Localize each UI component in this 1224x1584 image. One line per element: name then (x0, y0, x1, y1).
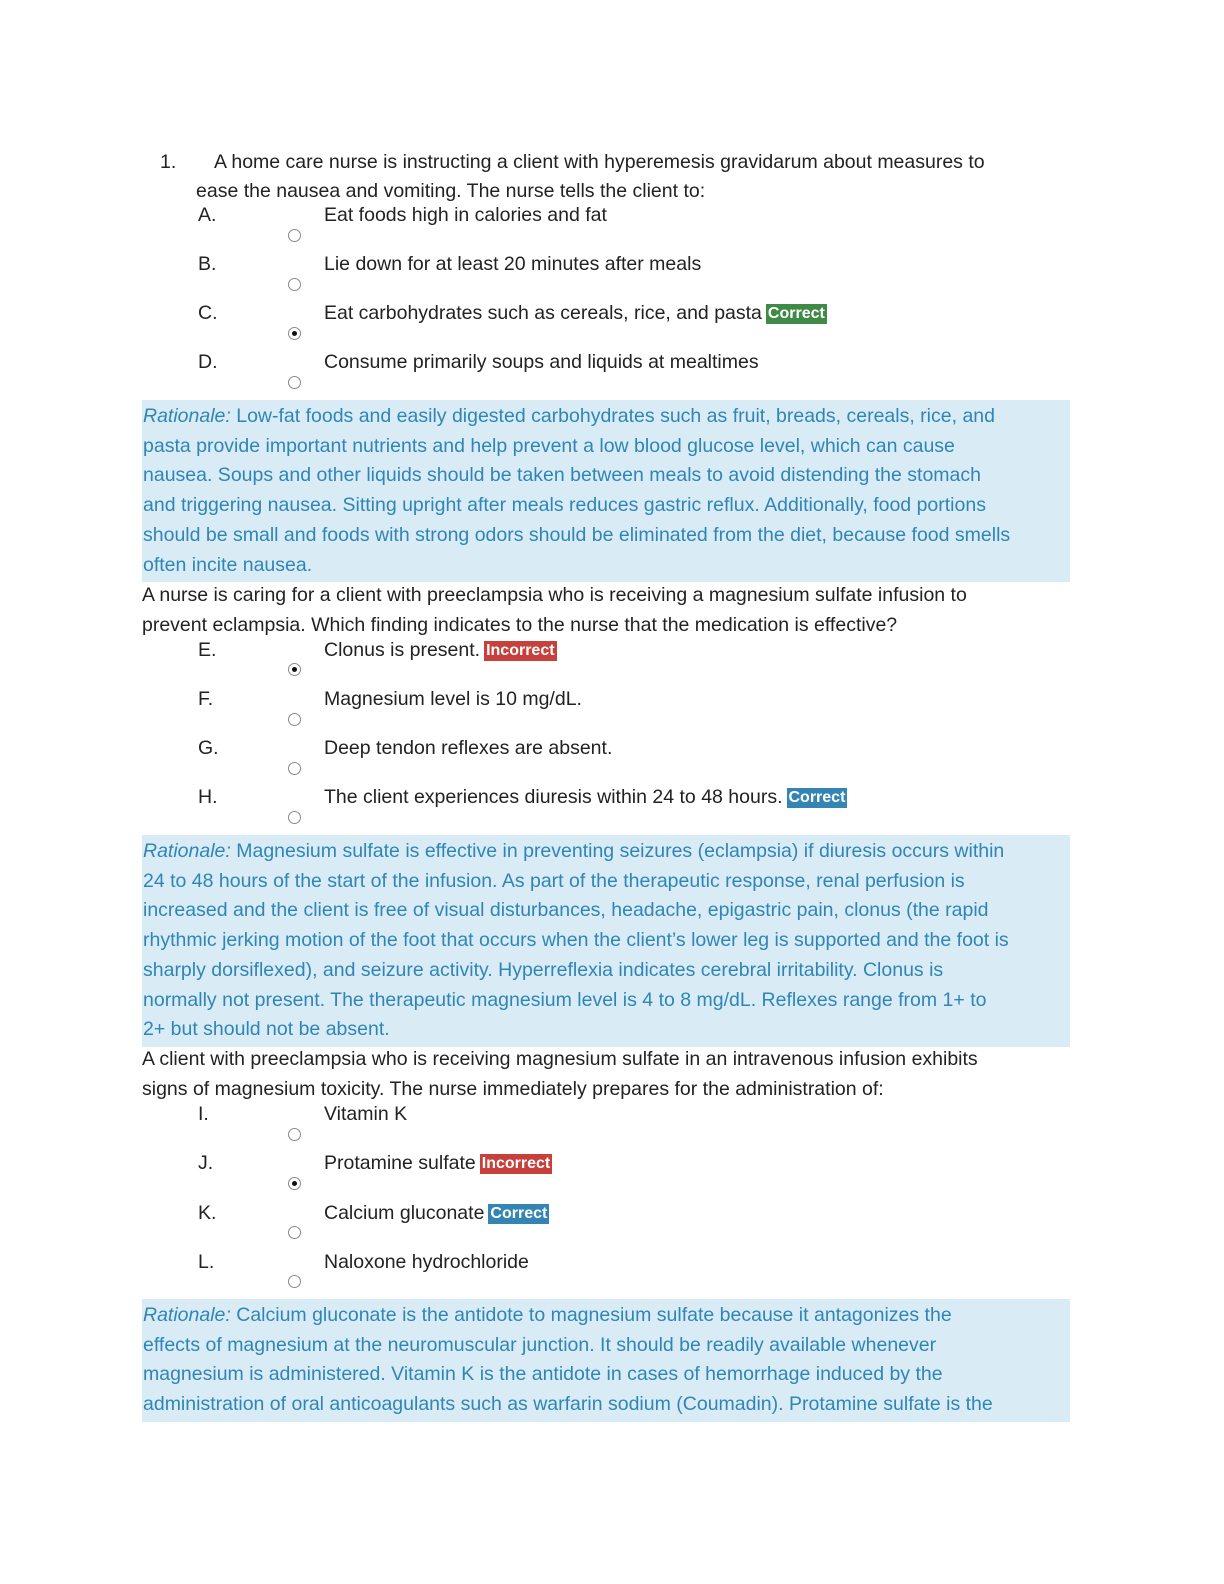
option-text: Consume primarily soups and liquids at mealtimes (324, 351, 759, 373)
option-letter: E. (198, 639, 217, 661)
rationale-line: 24 to 48 hours of the start of the infusion. As part of the therapeutic response, renal perfusion is (143, 869, 965, 892)
option-text-row (324, 1198, 549, 1228)
option-letter: D. (198, 351, 218, 373)
option-text: Magnesium level is 10 mg/dL. (324, 688, 582, 710)
rationale-line: 2+ but should not be absent. (143, 1018, 390, 1041)
rationale-line: magnesium is administered. Vitamin K is the antidote in cases of hemorrhage induced by the (143, 1363, 943, 1386)
option-text: Calcium gluconate (324, 1202, 485, 1224)
question-stem: A home care nurse is instructing a client with hyperemesis gravidarum about measures to (214, 151, 985, 173)
rationale-label: Rationale: (143, 405, 231, 427)
option-text: Deep tendon reflexes are absent. (324, 737, 613, 759)
rationale-label: Rationale: (143, 840, 231, 862)
option-radio[interactable] (288, 278, 301, 291)
option-letter: I. (198, 1103, 209, 1125)
rationale-line: effects of magnesium at the neuromuscular junction. It should be readily available whenever (143, 1333, 937, 1356)
rationale-line: pasta provide important nutrients and help prevent a low blood glucose level, which can cause (143, 434, 955, 457)
rationale-line: administration of oral anticoagulants such as warfarin sodium (Coumadin). Protamine sulfate is the (143, 1393, 993, 1416)
option-radio[interactable] (288, 229, 301, 242)
rationale-line: Rationale: Calcium gluconate is the antidote to magnesium sulfate because it antagonizes the (143, 1304, 952, 1326)
option-text: Eat carbohydrates such as cereals, rice, and pasta (324, 302, 762, 324)
option-letter: F. (198, 688, 214, 710)
option-text: Vitamin K (324, 1103, 408, 1125)
option-text-row (324, 635, 557, 665)
option-text: Protamine sulfate (324, 1152, 476, 1174)
option-letter: K. (198, 1202, 217, 1224)
rationale-line: should be small and foods with strong odors should be eliminated from the diet, because food smells (143, 523, 1011, 546)
rationale-line: increased and the client is free of visual disturbances, headache, epigastric pain, clonus (the rapid (143, 899, 989, 922)
option-text: Naloxone hydrochloride (324, 1251, 529, 1273)
rationale-box (142, 835, 1070, 1047)
option-letter: H. (198, 786, 218, 808)
rationale-line: Rationale: Magnesium sulfate is effective in preventing seizures (eclampsia) if diuresis occurs within (143, 840, 1005, 862)
incorrect-badge: Incorrect (486, 642, 555, 659)
question-stem: signs of magnesium toxicity. The nurse immediately prepares for the administration of: (142, 1078, 884, 1100)
correct-answer-badge: Correct (490, 1205, 548, 1222)
question-stem: prevent eclampsia. Which finding indicates to the nurse that the medication is effective? (142, 614, 898, 636)
rationale-line: Rationale: Low-fat foods and easily digested carbohydrates such as fruit, breads, cereals, rice, and (143, 405, 995, 427)
rationale-line: sharply dorsiflexed), and seizure activity. Hyperreflexia indicates cerebral irritability. Clonus is (143, 958, 944, 981)
option-text-row (324, 1148, 552, 1178)
question-number: 1. (160, 151, 177, 173)
option-text: The client experiences diuresis within 24 to 48 hours. (324, 786, 783, 808)
option-text: Lie down for at least 20 minutes after meals (324, 253, 702, 275)
correct-answer-badge: Correct (788, 789, 846, 806)
option-letter: A. (198, 204, 217, 226)
rationale-box (142, 1299, 1070, 1422)
rationale-line: normally not present. The therapeutic magnesium level is 4 to 8 mg/dL. Reflexes range from 1+ to (143, 988, 987, 1011)
option-letter: L. (198, 1251, 215, 1273)
option-letter: C. (198, 302, 218, 324)
question-stem: ease the nausea and vomiting. The nurse tells the client to: (196, 180, 706, 202)
option-text-row (324, 298, 827, 328)
option-radio-selected[interactable] (288, 327, 301, 340)
option-letter: J. (198, 1152, 214, 1174)
option-radio[interactable] (288, 376, 301, 389)
option-radio[interactable] (288, 811, 301, 824)
incorrect-badge: Incorrect (481, 1155, 551, 1172)
option-letter: G. (198, 737, 219, 759)
option-text: Eat foods high in calories and fat (324, 204, 607, 226)
rationale-line: nausea. Soups and other liquids should be taken between meals to avoid distending the stomach (143, 464, 981, 487)
option-radio[interactable] (288, 1128, 301, 1141)
rationale-label: Rationale: (143, 1304, 231, 1326)
correct-badge: Correct (767, 305, 825, 322)
option-radio[interactable] (288, 1226, 301, 1239)
option-radio-selected[interactable] (288, 1177, 301, 1190)
option-radio-selected[interactable] (288, 663, 301, 676)
question-stem: A client with preeclampsia who is receiving magnesium sulfate in an intravenous infusion exhibits (142, 1048, 978, 1070)
rationale-line: and triggering nausea. Sitting upright after meals reduces gastric reflux. Additionally, food portions (143, 494, 986, 517)
option-letter: B. (198, 253, 217, 275)
rationale-box (142, 400, 1070, 582)
rationale-line: rhythmic jerking motion of the foot that occurs when the client’s lower leg is supported and the foot is (143, 929, 1009, 952)
option-radio[interactable] (288, 1275, 301, 1288)
rationale-line: often incite nausea. (143, 553, 313, 576)
option-text: Clonus is present. (324, 639, 481, 661)
option-radio[interactable] (288, 762, 301, 775)
option-radio[interactable] (288, 713, 301, 726)
option-text-row (324, 782, 847, 812)
question-stem: A nurse is caring for a client with preeclampsia who is receiving a magnesium sulfate infusion to (142, 584, 967, 606)
